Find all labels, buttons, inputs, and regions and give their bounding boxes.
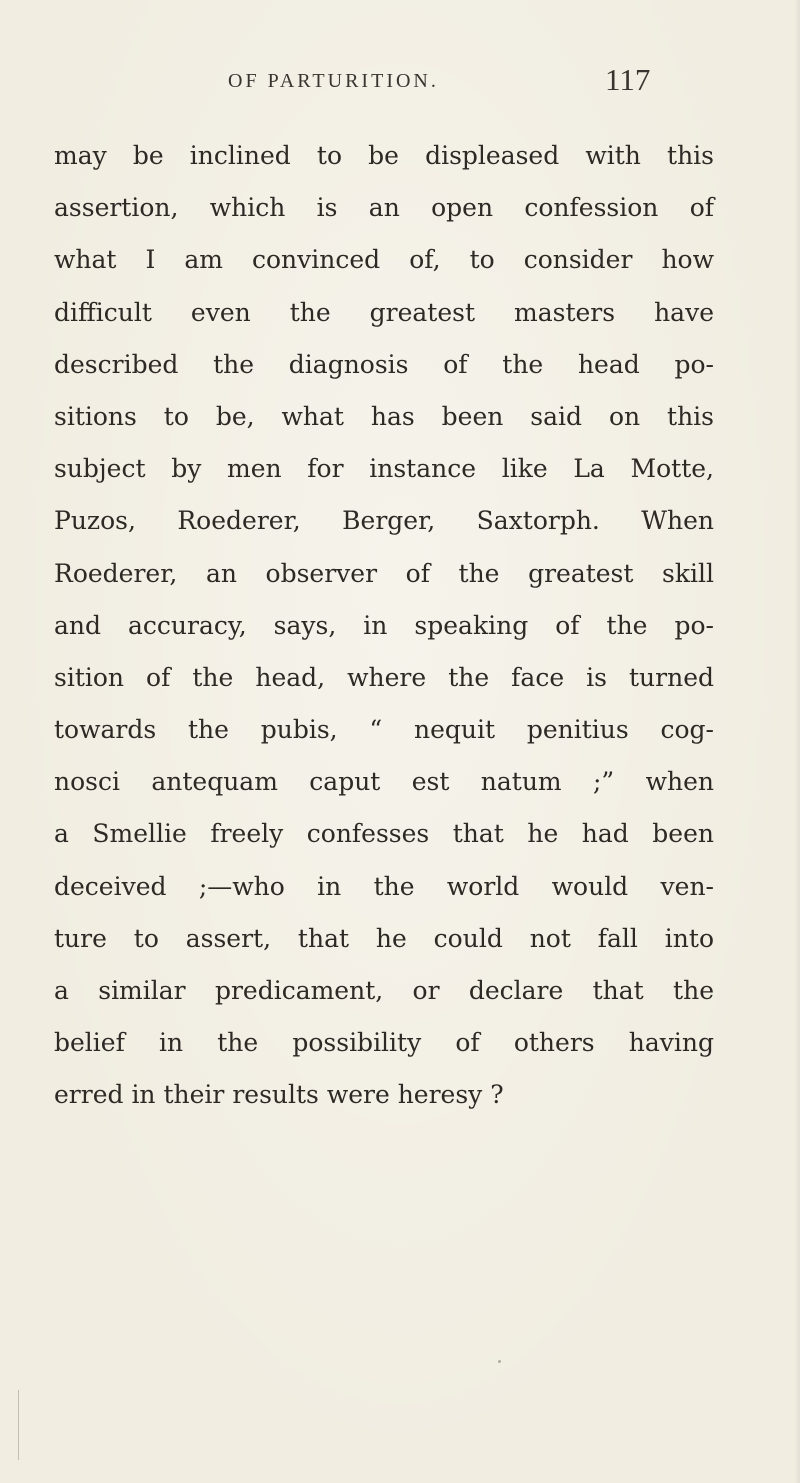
text-line: towards the pubis, “ nequit penitius cog- <box>54 715 714 745</box>
text-line: Puzos, Roederer, Berger, Saxtorph. When <box>54 506 714 536</box>
text-line: Roederer, an observer of the greatest skill <box>54 558 714 588</box>
text-line: nosci antequam caput est natum ;” when <box>54 767 714 797</box>
page-header <box>0 62 800 102</box>
page-number: 117 <box>605 62 651 97</box>
margin-mark <box>18 1390 19 1460</box>
text-line: deceived ;—who in the world would ven- <box>54 871 714 901</box>
paper-speck <box>498 1360 501 1363</box>
text-line: and accuracy, says, in speaking of the po- <box>54 610 714 640</box>
text-line: ture to assert, that he could not fall into <box>54 923 714 953</box>
text-line: described the diagnosis of the head po- <box>54 349 714 379</box>
text-line: may be inclined to be displeased with this <box>54 141 714 170</box>
text-line: sition of the head, where the face is turned <box>54 662 714 692</box>
body-text <box>54 130 714 1122</box>
text-line: assertion, which is an open confession of <box>54 193 714 223</box>
text-line: a Smellie freely confesses that he had been <box>54 819 714 849</box>
text-line-last: erred in their results were heresy ? <box>54 1080 504 1110</box>
text-line: sitions to be, what has been said on this <box>54 401 714 431</box>
running-head: OF PARTURITION. <box>228 70 439 92</box>
page-edge-shadow <box>794 0 800 1483</box>
text-line: difficult even the greatest masters have <box>54 297 714 327</box>
text-line: subject by men for instance like La Motte, <box>54 454 714 484</box>
text-line: a similar predicament, or declare that the <box>54 976 714 1005</box>
text-line: what I am convinced of, to consider how <box>54 245 714 275</box>
text-line: belief in the possibility of others having <box>54 1028 714 1058</box>
